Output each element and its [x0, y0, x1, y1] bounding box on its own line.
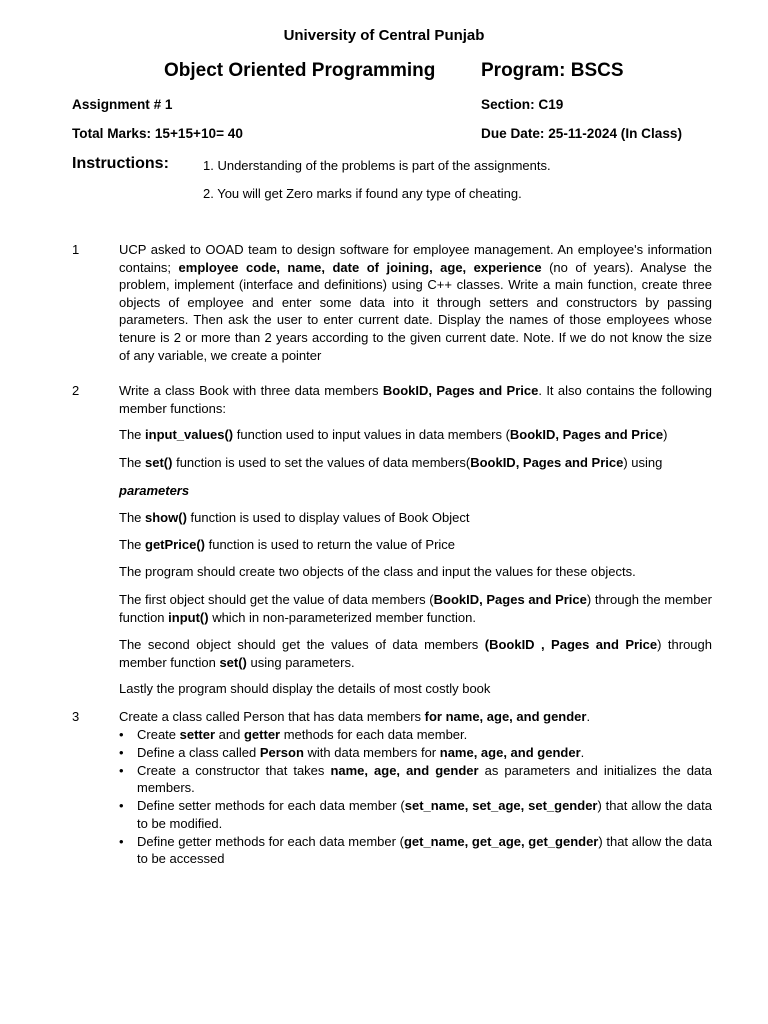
text: The	[119, 455, 146, 470]
text: ) through the member function	[119, 592, 712, 625]
list-item	[119, 744, 712, 762]
q2-members: BookID, Pages and Price	[382, 383, 539, 398]
members: BookID, Pages and Price	[509, 427, 664, 442]
bullet-icon: •	[119, 727, 124, 742]
keyword: getter	[243, 727, 281, 742]
question-2-intro	[119, 382, 712, 417]
text: Create a constructor that takes	[137, 762, 331, 778]
q2-line-show	[119, 510, 469, 525]
question-3-intro	[119, 709, 590, 724]
text: The	[119, 537, 146, 552]
keyword: set_name, set_age, set_gender	[404, 798, 598, 814]
text: The first object should get the value of data members (	[119, 592, 434, 607]
text: )	[663, 427, 668, 442]
function-name: input_values()	[145, 427, 234, 442]
bullet-icon: •	[119, 833, 124, 849]
text: Define a class called	[137, 744, 260, 760]
list-item	[119, 726, 712, 744]
q2-first-object	[119, 591, 712, 626]
q2-line-parameters: parameters	[119, 483, 190, 498]
text: ) that allow the data to be modified.	[137, 798, 712, 831]
total-marks: Total Marks: 15+15+10= 40	[72, 126, 243, 141]
keyword: get_name, get_age, get_gender	[403, 833, 599, 849]
list-item	[119, 762, 712, 797]
text: function used to input values in data members (	[233, 427, 510, 442]
question-number: 3	[72, 709, 80, 724]
course-title: Object Oriented Programming	[164, 60, 436, 81]
q2-intro-text: Write a class Book with three data members	[119, 383, 383, 398]
text: as parameters and initializes the data members.	[137, 762, 712, 796]
members: BookID, Pages and Price	[433, 592, 587, 607]
instruction-item: 1. Understanding of the problems is part of the assignments.	[203, 158, 551, 173]
members: (BookID , Pages and Price	[484, 637, 658, 652]
function-name: show()	[145, 510, 187, 525]
bullet-icon: •	[119, 762, 124, 778]
text: ) using	[623, 455, 663, 470]
text: The second object should get the values of data members	[119, 637, 485, 652]
function-name: input()	[168, 609, 209, 625]
q1-text-rest: (no of years). Analyse the problem, implement (interface and definitions) using C++ classes. Write a main function, create three objects of employee and enter some data into it through setters and constructors by passing parameters. Then ask the user to enter current date. Display the names of those employees whose tenure is 2 or more than 2 years according to the given current date. Note. If we do not know the size of any variable, we create a pointer	[119, 259, 712, 363]
text: and	[215, 727, 244, 742]
members: BookID, Pages and Price	[470, 455, 624, 470]
assignment-number: Assignment # 1	[72, 97, 173, 112]
text: Define setter methods for each data member (	[137, 798, 405, 814]
keyword: name, age, and gender	[330, 762, 479, 778]
text: function is used to return the value of Price	[204, 537, 456, 552]
members: for name, age, and gender	[424, 709, 587, 724]
text: with data members for	[303, 744, 440, 760]
q2-line-getprice	[119, 537, 455, 552]
keyword: name, age, and gender	[439, 744, 581, 760]
keyword: setter	[179, 727, 216, 742]
text: Create	[137, 727, 180, 742]
university-name: University of Central Punjab	[283, 27, 485, 44]
q1-attributes: employee code, name, date of joining, age, experience	[178, 259, 542, 275]
keyword: Person	[259, 744, 304, 760]
question-1-text	[119, 241, 712, 364]
question-3-bullets	[119, 726, 712, 868]
text: The	[119, 427, 146, 442]
text: ) that allow the data to be accessed	[137, 833, 713, 867]
text: using parameters.	[246, 654, 355, 670]
bullet-icon: •	[119, 744, 124, 760]
q2-line-costly-book: Lastly the program should display the details of most costly book	[119, 681, 491, 696]
question-number: 1	[72, 242, 80, 257]
text: Define getter methods for each data member (	[137, 833, 404, 849]
q2-line-objects: The program should create two objects of the class and input the values for these objects.	[119, 564, 636, 579]
text: methods for each data member.	[280, 727, 468, 742]
q2-intro-rest: . It also contains the following member functions:	[119, 383, 712, 416]
text: .	[586, 709, 591, 724]
program-label: Program: BSCS	[481, 60, 624, 81]
function-name: getPrice()	[145, 537, 205, 552]
q2-line-input-values	[119, 427, 667, 442]
q1-text: UCP asked to OOAD team to design software for employee management. An employee's information contains;	[119, 242, 712, 275]
text: function is used to display values of Book Object	[186, 510, 470, 525]
q2-second-object	[119, 636, 712, 671]
text: The	[119, 510, 146, 525]
text: which in non-parameterized member function.	[208, 609, 476, 625]
text: ) through member function	[119, 637, 712, 670]
bullet-icon: •	[119, 798, 124, 814]
instruction-item: 2. You will get Zero marks if found any type of cheating.	[203, 186, 522, 201]
instructions-label: Instructions:	[72, 155, 169, 172]
function-name: set()	[219, 654, 247, 670]
section-label: Section: C19	[481, 97, 564, 112]
list-item	[119, 797, 712, 832]
text: .	[580, 744, 585, 760]
q2-line-set	[119, 455, 662, 470]
text: Create a class called Person that has data members	[119, 709, 425, 724]
text: function is used to set the values of data members(	[172, 455, 471, 470]
function-name: set()	[145, 455, 173, 470]
due-date: Due Date: 25-11-2024 (In Class)	[481, 126, 682, 141]
list-item	[119, 833, 712, 868]
question-number: 2	[72, 383, 80, 398]
